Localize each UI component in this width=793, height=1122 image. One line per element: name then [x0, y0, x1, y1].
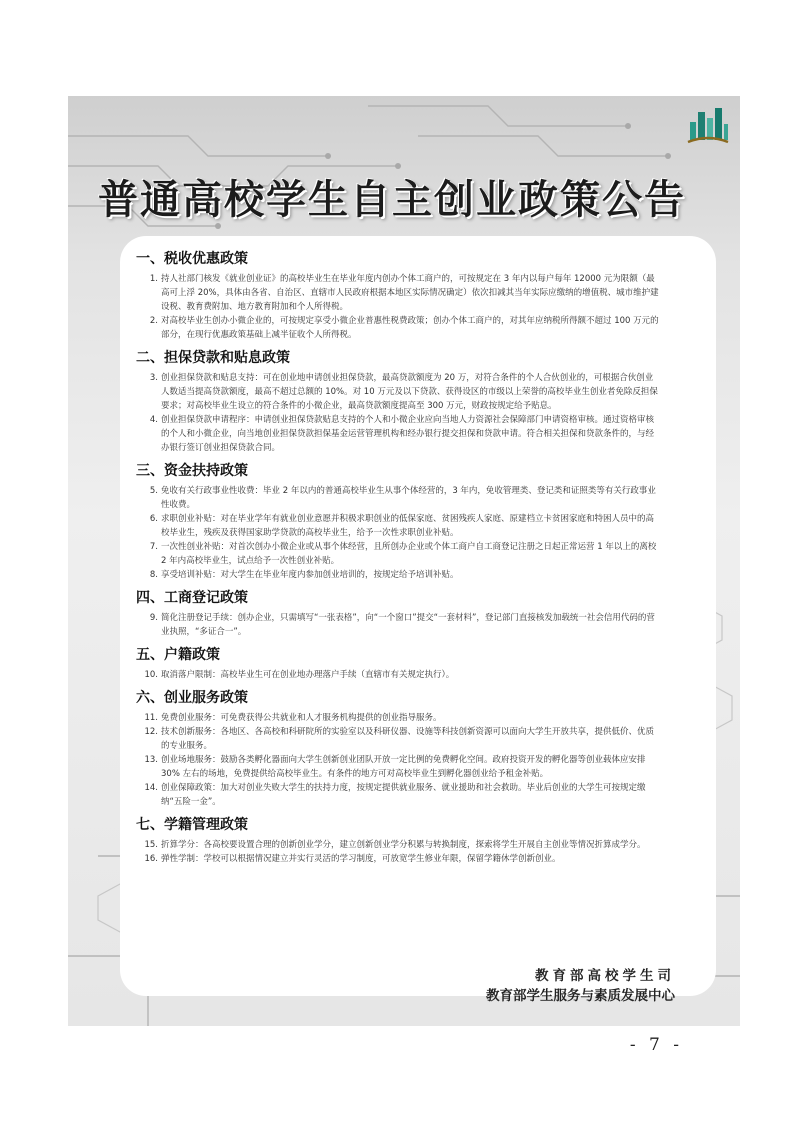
policy-item — [130, 484, 660, 512]
policy-item — [130, 753, 660, 781]
policy-item — [130, 781, 660, 809]
issuer-block — [486, 966, 675, 1006]
page-title: 普通高校学生自主创业政策公告 — [98, 177, 686, 223]
policy-item-text: 免费创业服务：可免费获得公共就业和人才服务机构提供的创业指导服务。 — [161, 713, 442, 723]
policy-item — [130, 838, 660, 852]
policy-item-text: 弹性学制：学校可以根据情况建立并实行灵活的学习制度，可放宽学生修业年限，保留学籍休学创新创业。 — [161, 854, 561, 864]
policy-item-text: 创业担保贷款申请程序：申请创业担保贷款贴息支持的个人和小微企业应向当地人力资源社会保障部门申请资格审核。通过资格审核的个人和小微企业，向当地创业担保贷款担保基金运营管理机构和经办银行提交担保和贷款申请。符合相关担保和贷款条件的，与经办银行签订创业担保贷款合同。 — [161, 415, 655, 453]
section-heading: 一、税收优惠政策 — [136, 251, 248, 267]
policy-item — [130, 512, 660, 540]
policy-item-number: 15. — [144, 840, 158, 850]
policy-item-text: 取消落户限制：高校毕业生可在创业地办理落户手续（直辖市有关规定执行）。 — [161, 670, 455, 680]
policy-section — [130, 249, 660, 342]
issuer-line-2: 教育部学生服务与素质发展中心 — [486, 988, 675, 1004]
policy-item-number: 1. — [149, 274, 158, 284]
city-buildings-logo-icon — [686, 104, 730, 148]
policy-section — [130, 461, 660, 582]
policy-item-text: 求职创业补贴：对在毕业学年有就业创业意愿并积极求职创业的低保家庭、贫困残疾人家庭、原建档立卡贫困家庭和特困人员中的高校毕业生，残疾及获得国家助学贷款的高校毕业生，给予一次性求职创业补贴。 — [161, 514, 655, 538]
policy-item-text: 折算学分：各高校要设置合理的创新创业学分，建立创新创业学分积累与转换制度，探索将学生开展自主创业等情况折算成学分。 — [161, 840, 646, 850]
policy-item-text: 技术创新服务：各地区、各高校和科研院所的实验室以及科研仪器、设施等科技创新资源可以面向大学生开放共享，提供低价、优质的专业服务。 — [161, 727, 655, 751]
policy-item-number: 16. — [144, 854, 158, 864]
page-number: - 7 - — [629, 1035, 683, 1055]
policy-item-text: 创业保障政策：加大对创业失败大学生的扶持力度，按规定提供就业服务、就业援助和社会救助。毕业后创业的大学生可按规定缴纳“五险一金”。 — [161, 783, 646, 807]
policy-item-number: 12. — [144, 727, 158, 737]
policy-item — [130, 852, 660, 866]
section-heading: 七、学籍管理政策 — [136, 817, 248, 833]
policy-item-text: 享受培训补贴：对大学生在毕业年度内参加创业培训的，按规定给予培训补贴。 — [161, 570, 459, 580]
policy-section — [130, 348, 660, 455]
policy-item-number: 3. — [149, 373, 158, 383]
policy-section — [130, 688, 660, 809]
policy-item — [130, 371, 660, 413]
policy-item — [130, 711, 660, 725]
policy-item-number: 2. — [149, 316, 158, 326]
policy-item-number: 5. — [149, 486, 158, 496]
policy-section — [130, 645, 660, 682]
section-heading: 四、工商登记政策 — [136, 590, 248, 606]
policy-item — [130, 540, 660, 568]
policy-item-number: 6. — [149, 514, 158, 524]
policy-item — [130, 611, 660, 639]
issuer-line-1: 教育部高校学生司 — [535, 968, 675, 984]
policy-content — [130, 247, 660, 872]
policy-item — [130, 668, 660, 682]
policy-item-text: 免收有关行政事业性收费：毕业 2 年以内的普通高校毕业生从事个体经营的，3 年内，免收管理类、登记类和证照类等有关行政事业性收费。 — [161, 486, 656, 510]
policy-item-text: 对高校毕业生创办小微企业的，可按规定享受小微企业普惠性税费政策；创办个体工商户的，对其年应纳税所得额不超过 100 万元的部分，在现行优惠政策基础上减半征收个人所得税。 — [161, 316, 659, 340]
policy-item-text: 创业担保贷款和贴息支持：可在创业地申请创业担保贷款，最高贷款额度为 20 万，对符合条件的个人合伙创业的，可根据合伙创业人数适当提高贷款额度，最高不超过总额的 10%。对 10 万元及以下贷款、获得设区的市级以上荣誉的高校毕业生创业者免除反担保要求；对高校毕业生设立的符合条件的小微企业，最高贷款额度提高至 300 万元，财政按规定给予贴息。 — [161, 373, 658, 411]
policy-section — [130, 588, 660, 639]
policy-item — [130, 568, 660, 582]
policy-item-number: 4. — [149, 415, 158, 425]
policy-item — [130, 314, 660, 342]
section-heading: 五、户籍政策 — [136, 647, 220, 663]
policy-item — [130, 272, 660, 314]
policy-item-text: 一次性创业补贴：对首次创办小微企业或从事个体经营，且所创办企业或个体工商户自工商登记注册之日起正常运营 1 年以上的离校 2 年内高校毕业生，试点给予一次性创业补贴。 — [161, 542, 657, 566]
policy-item-text: 创业场地服务：鼓励各类孵化器面向大学生创新创业团队开放一定比例的免费孵化空间。政府投资开发的孵化器等创业载体应安排 30% 左右的场地，免费提供给高校毕业生。有条件的地方可对高校毕业生到孵化器创业给予租金补贴。 — [161, 755, 646, 779]
policy-item-text: 简化注册登记手续：创办企业，只需填写“一张表格”，向“一个窗口”提交“一套材料”，登记部门直接核发加载统一社会信用代码的营业执照，“多证合一”。 — [161, 613, 655, 637]
section-heading: 六、创业服务政策 — [136, 690, 248, 706]
policy-item — [130, 725, 660, 753]
policy-item — [130, 413, 660, 455]
section-heading: 三、资金扶持政策 — [136, 463, 248, 479]
policy-section — [130, 815, 660, 866]
policy-item-number: 13. — [144, 755, 158, 765]
section-heading: 二、担保贷款和贴息政策 — [136, 350, 290, 366]
policy-item-text: 持人社部门核发《就业创业证》的高校毕业生在毕业年度内创办个体工商户的，可按规定在 3 年内以每户每年 12000 元为限额（最高可上浮 20%，具体由各省、自治区、直辖市人民政府根据本地区实际情况确定）依次扣减其当年实际应缴纳的增值税、城市维护建设税、教育费附加、地方教育附加和个人所得税。 — [161, 274, 659, 312]
policy-item-number: 14. — [144, 783, 158, 793]
policy-item-number: 8. — [149, 570, 158, 580]
policy-item-number: 7. — [149, 542, 158, 552]
policy-item-number: 9. — [149, 613, 158, 623]
policy-item-number: 11. — [144, 713, 158, 723]
policy-item-number: 10. — [144, 670, 158, 680]
